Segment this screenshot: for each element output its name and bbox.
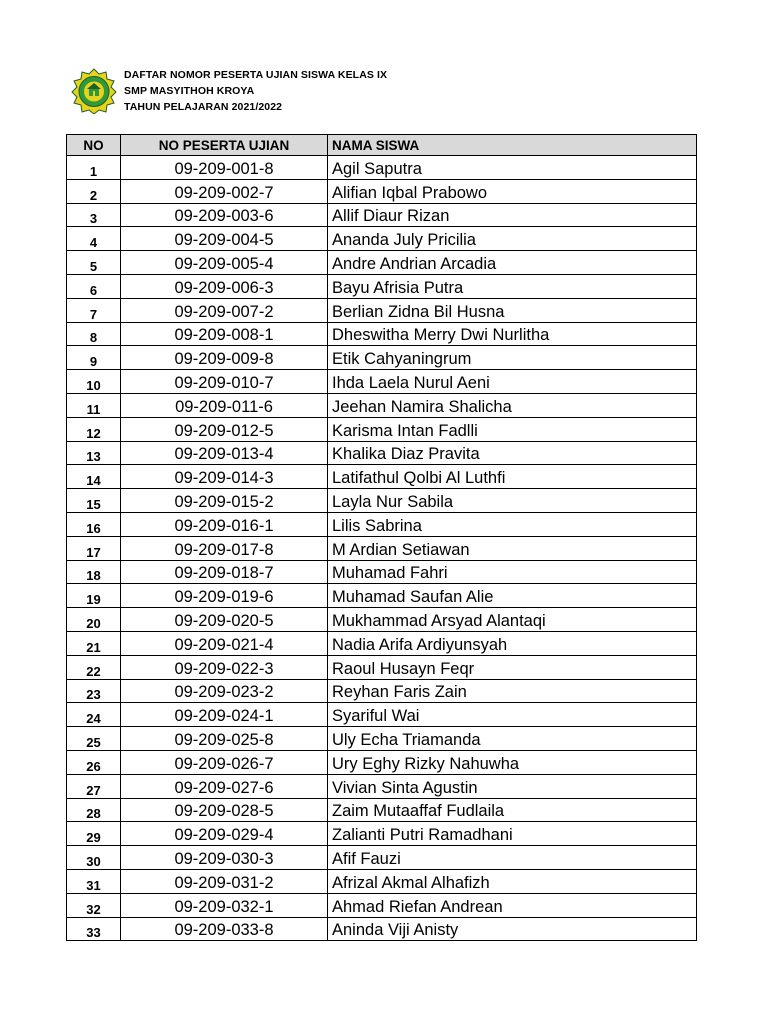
exam-number-cell: 09-209-017-8 bbox=[121, 536, 328, 560]
student-name-cell: Syariful Wai bbox=[328, 703, 697, 727]
table-row bbox=[67, 156, 697, 180]
student-exam-number-table bbox=[66, 134, 697, 941]
table-row bbox=[67, 869, 697, 893]
row-number-cell: 33 bbox=[67, 917, 121, 941]
exam-number-cell: 09-209-013-4 bbox=[121, 441, 328, 465]
row-number-cell: 22 bbox=[67, 655, 121, 679]
student-name-cell: Ury Eghy Rizky Nahuwha bbox=[328, 750, 697, 774]
student-name-cell: M Ardian Setiawan bbox=[328, 536, 697, 560]
row-number-cell: 5 bbox=[67, 251, 121, 275]
exam-number-cell: 09-209-025-8 bbox=[121, 727, 328, 751]
exam-number-cell: 09-209-001-8 bbox=[121, 156, 328, 180]
table-row bbox=[67, 608, 697, 632]
row-number-cell: 2 bbox=[67, 179, 121, 203]
student-name-cell: Dheswitha Merry Dwi Nurlitha bbox=[328, 322, 697, 346]
table-row bbox=[67, 274, 697, 298]
row-number-cell: 1 bbox=[67, 156, 121, 180]
exam-number-cell: 09-209-007-2 bbox=[121, 298, 328, 322]
exam-number-cell: 09-209-012-5 bbox=[121, 417, 328, 441]
student-name-cell: Alifian Iqbal Prabowo bbox=[328, 179, 697, 203]
exam-number-cell: 09-209-032-1 bbox=[121, 893, 328, 917]
student-name-cell: Zaim Mutaaffaf Fudlaila bbox=[328, 798, 697, 822]
table-row bbox=[67, 465, 697, 489]
student-name-cell: Jeehan Namira Shalicha bbox=[328, 393, 697, 417]
exam-number-cell: 09-209-027-6 bbox=[121, 774, 328, 798]
row-number-cell: 10 bbox=[67, 370, 121, 394]
academic-year: TAHUN PELAJARAN 2021/2022 bbox=[124, 101, 283, 113]
exam-number-cell: 09-209-021-4 bbox=[121, 631, 328, 655]
table-row bbox=[67, 298, 697, 322]
exam-number-cell: 09-209-033-8 bbox=[121, 917, 328, 941]
exam-number-cell: 09-209-011-6 bbox=[121, 393, 328, 417]
document-header bbox=[124, 67, 387, 115]
table-row bbox=[67, 584, 697, 608]
table-row bbox=[67, 774, 697, 798]
exam-number-cell: 09-209-018-7 bbox=[121, 560, 328, 584]
row-number-cell: 15 bbox=[67, 489, 121, 513]
exam-number-cell: 09-209-024-1 bbox=[121, 703, 328, 727]
table-row bbox=[67, 393, 697, 417]
table-row bbox=[67, 560, 697, 584]
column-header-exam-number: NO PESERTA UJIAN bbox=[121, 135, 328, 156]
exam-number-cell: 09-209-028-5 bbox=[121, 798, 328, 822]
table-row bbox=[67, 536, 697, 560]
row-number-cell: 30 bbox=[67, 846, 121, 870]
exam-number-cell: 09-209-008-1 bbox=[121, 322, 328, 346]
student-name-cell: Karisma Intan Fadlli bbox=[328, 417, 697, 441]
row-number-cell: 18 bbox=[67, 560, 121, 584]
student-name-cell: Zalianti Putri Ramadhani bbox=[328, 822, 697, 846]
exam-number-cell: 09-209-016-1 bbox=[121, 512, 328, 536]
student-name-cell: Ahmad Riefan Andrean bbox=[328, 893, 697, 917]
student-name-cell: Nadia Arifa Ardiyunsyah bbox=[328, 631, 697, 655]
student-name-cell: Khalika Diaz Pravita bbox=[328, 441, 697, 465]
document-title: DAFTAR NOMOR PESERTA UJIAN SISWA KELAS IX bbox=[124, 69, 388, 81]
row-number-cell: 25 bbox=[67, 727, 121, 751]
table-row bbox=[67, 251, 697, 275]
row-number-cell: 13 bbox=[67, 441, 121, 465]
student-name-cell: Agil Saputra bbox=[328, 156, 697, 180]
table-row bbox=[67, 417, 697, 441]
table-row bbox=[67, 798, 697, 822]
row-number-cell: 23 bbox=[67, 679, 121, 703]
student-name-cell: Afif Fauzi bbox=[328, 846, 697, 870]
table-row bbox=[67, 631, 697, 655]
row-number-cell: 17 bbox=[67, 536, 121, 560]
row-number-cell: 19 bbox=[67, 584, 121, 608]
student-name-cell: Ananda July Pricilia bbox=[328, 227, 697, 251]
table-row bbox=[67, 512, 697, 536]
student-name-cell: Etik Cahyaningrum bbox=[328, 346, 697, 370]
table-body bbox=[67, 156, 697, 941]
exam-number-cell: 09-209-006-3 bbox=[121, 274, 328, 298]
row-number-cell: 8 bbox=[67, 322, 121, 346]
student-name-cell: Layla Nur Sabila bbox=[328, 489, 697, 513]
row-number-cell: 26 bbox=[67, 750, 121, 774]
table-row bbox=[67, 489, 697, 513]
student-name-cell: Raoul Husayn Feqr bbox=[328, 655, 697, 679]
row-number-cell: 14 bbox=[67, 465, 121, 489]
exam-number-cell: 09-209-002-7 bbox=[121, 179, 328, 203]
student-name-cell: Vivian Sinta Agustin bbox=[328, 774, 697, 798]
exam-number-cell: 09-209-003-6 bbox=[121, 203, 328, 227]
student-name-cell: Allif Diaur Rizan bbox=[328, 203, 697, 227]
table-row bbox=[67, 179, 697, 203]
table-row bbox=[67, 750, 697, 774]
row-number-cell: 7 bbox=[67, 298, 121, 322]
table-row bbox=[67, 727, 697, 751]
exam-number-cell: 09-209-005-4 bbox=[121, 251, 328, 275]
row-number-cell: 3 bbox=[67, 203, 121, 227]
student-name-cell: Uly Echa Triamanda bbox=[328, 727, 697, 751]
school-name: SMP MASYITHOH KROYA bbox=[124, 85, 255, 97]
row-number-cell: 28 bbox=[67, 798, 121, 822]
student-name-cell: Mukhammad Arsyad Alantaqi bbox=[328, 608, 697, 632]
exam-number-cell: 09-209-020-5 bbox=[121, 608, 328, 632]
student-name-cell: Ihda Laela Nurul Aeni bbox=[328, 370, 697, 394]
column-header-student-name: NAMA SISWA bbox=[328, 135, 697, 156]
row-number-cell: 11 bbox=[67, 393, 121, 417]
exam-number-cell: 09-209-010-7 bbox=[121, 370, 328, 394]
exam-number-cell: 09-209-019-6 bbox=[121, 584, 328, 608]
exam-number-cell: 09-209-030-3 bbox=[121, 846, 328, 870]
table-header-row bbox=[67, 135, 697, 156]
row-number-cell: 27 bbox=[67, 774, 121, 798]
table-row bbox=[67, 822, 697, 846]
student-name-cell: Afrizal Akmal Alhafizh bbox=[328, 869, 697, 893]
exam-number-cell: 09-209-023-2 bbox=[121, 679, 328, 703]
table-row bbox=[67, 917, 697, 941]
student-name-cell: Muhamad Saufan Alie bbox=[328, 584, 697, 608]
student-name-cell: Andre Andrian Arcadia bbox=[328, 251, 697, 275]
table-row bbox=[67, 893, 697, 917]
school-emblem-icon bbox=[70, 68, 118, 114]
row-number-cell: 9 bbox=[67, 346, 121, 370]
exam-number-cell: 09-209-014-3 bbox=[121, 465, 328, 489]
student-name-cell: Berlian Zidna Bil Husna bbox=[328, 298, 697, 322]
table-row bbox=[67, 227, 697, 251]
exam-number-cell: 09-209-015-2 bbox=[121, 489, 328, 513]
table-row bbox=[67, 846, 697, 870]
table-row bbox=[67, 703, 697, 727]
table-row bbox=[67, 655, 697, 679]
table-row bbox=[67, 346, 697, 370]
row-number-cell: 12 bbox=[67, 417, 121, 441]
row-number-cell: 21 bbox=[67, 631, 121, 655]
student-name-cell: Bayu Afrisia Putra bbox=[328, 274, 697, 298]
table-row bbox=[67, 679, 697, 703]
student-name-cell: Reyhan Faris Zain bbox=[328, 679, 697, 703]
table-row bbox=[67, 441, 697, 465]
exam-number-cell: 09-209-022-3 bbox=[121, 655, 328, 679]
row-number-cell: 4 bbox=[67, 227, 121, 251]
row-number-cell: 16 bbox=[67, 512, 121, 536]
table-row bbox=[67, 322, 697, 346]
row-number-cell: 6 bbox=[67, 274, 121, 298]
student-name-cell: Muhamad Fahri bbox=[328, 560, 697, 584]
row-number-cell: 20 bbox=[67, 608, 121, 632]
row-number-cell: 29 bbox=[67, 822, 121, 846]
exam-number-cell: 09-209-009-8 bbox=[121, 346, 328, 370]
student-name-cell: Lilis Sabrina bbox=[328, 512, 697, 536]
student-name-cell: Aninda Viji Anisty bbox=[328, 917, 697, 941]
row-number-cell: 31 bbox=[67, 869, 121, 893]
row-number-cell: 32 bbox=[67, 893, 121, 917]
exam-number-cell: 09-209-029-4 bbox=[121, 822, 328, 846]
table-row bbox=[67, 370, 697, 394]
student-name-cell: Latifathul Qolbi Al Luthfi bbox=[328, 465, 697, 489]
exam-number-cell: 09-209-026-7 bbox=[121, 750, 328, 774]
column-header-no: NO bbox=[67, 135, 121, 156]
row-number-cell: 24 bbox=[67, 703, 121, 727]
table-row bbox=[67, 203, 697, 227]
exam-number-cell: 09-209-004-5 bbox=[121, 227, 328, 251]
exam-number-cell: 09-209-031-2 bbox=[121, 869, 328, 893]
